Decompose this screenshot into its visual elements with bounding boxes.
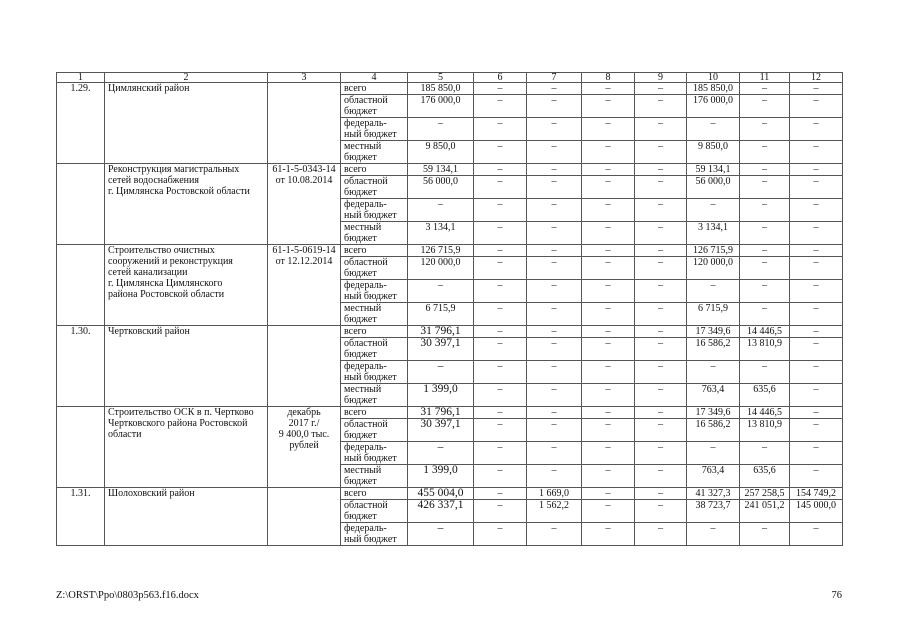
amount-cell: – — [527, 303, 582, 326]
object-code: 61-1-5-0343-14 от 10.08.2014 — [268, 164, 341, 245]
funding-source: всего — [341, 245, 408, 257]
amount-cell: – — [582, 361, 635, 384]
amount-cell: – — [582, 176, 635, 199]
amount-cell: – — [790, 326, 843, 338]
amount-cell: 3 134,1 — [408, 222, 474, 245]
amount-cell: 126 715,9 — [687, 245, 740, 257]
amount-cell: – — [527, 407, 582, 419]
amount-cell: 1 399,0 — [408, 384, 474, 407]
amount-cell: – — [790, 280, 843, 303]
amount-cell: 30 397,1 — [408, 419, 474, 442]
amount-cell: – — [740, 176, 790, 199]
amount-cell: – — [527, 245, 582, 257]
amount-cell: – — [635, 488, 687, 500]
amount-cell: 635,6 — [740, 465, 790, 488]
amount-cell: – — [790, 384, 843, 407]
amount-cell: 17 349,6 — [687, 326, 740, 338]
amount-cell: – — [474, 141, 527, 164]
funding-source: федераль- ный бюджет — [341, 523, 408, 546]
table-row — [57, 407, 843, 419]
item-number: 1.31. — [57, 488, 105, 546]
amount-cell: 31 796,1 — [408, 407, 474, 419]
amount-cell: – — [527, 442, 582, 465]
funding-source: местный бюджет — [341, 222, 408, 245]
amount-cell: 9 850,0 — [687, 141, 740, 164]
funding-source: местный бюджет — [341, 384, 408, 407]
amount-cell: 16 586,2 — [687, 338, 740, 361]
amount-cell: 59 134,1 — [687, 164, 740, 176]
amount-cell: 185 850,0 — [687, 83, 740, 95]
amount-cell: – — [687, 280, 740, 303]
object-name: Шолоховский район — [105, 488, 268, 546]
object-code: декабрь 2017 г./ 9 400,0 тыс. рублей — [268, 407, 341, 488]
amount-cell: – — [474, 95, 527, 118]
amount-cell: – — [474, 118, 527, 141]
amount-cell: – — [790, 407, 843, 419]
amount-cell: – — [474, 245, 527, 257]
amount-cell: – — [474, 523, 527, 546]
amount-cell: – — [408, 280, 474, 303]
amount-cell: – — [740, 442, 790, 465]
amount-cell: – — [740, 83, 790, 95]
amount-cell: 17 349,6 — [687, 407, 740, 419]
amount-cell: – — [790, 95, 843, 118]
amount-cell: – — [740, 141, 790, 164]
funding-source: областной бюджет — [341, 338, 408, 361]
amount-cell: – — [474, 326, 527, 338]
amount-cell: – — [740, 257, 790, 280]
amount-cell: – — [527, 257, 582, 280]
amount-cell: – — [527, 118, 582, 141]
amount-cell: 6 715,9 — [687, 303, 740, 326]
column-number-header: 4 — [341, 73, 408, 83]
amount-cell: 30 397,1 — [408, 338, 474, 361]
budget-table — [56, 72, 843, 546]
funding-source: федераль- ный бюджет — [341, 199, 408, 222]
amount-cell: – — [582, 257, 635, 280]
amount-cell: 3 134,1 — [687, 222, 740, 245]
amount-cell: – — [790, 338, 843, 361]
amount-cell: – — [527, 199, 582, 222]
funding-source: федераль- ный бюджет — [341, 280, 408, 303]
amount-cell: – — [635, 257, 687, 280]
amount-cell: – — [527, 95, 582, 118]
amount-cell: 154 749,2 — [790, 488, 843, 500]
amount-cell: – — [635, 164, 687, 176]
amount-cell: – — [582, 488, 635, 500]
amount-cell: – — [474, 384, 527, 407]
amount-cell: 241 051,2 — [740, 500, 790, 523]
amount-cell: – — [790, 245, 843, 257]
column-number-header: 6 — [474, 73, 527, 83]
amount-cell: – — [790, 361, 843, 384]
amount-cell: – — [582, 465, 635, 488]
amount-cell: 6 715,9 — [408, 303, 474, 326]
amount-cell: – — [474, 465, 527, 488]
amount-cell: 176 000,0 — [687, 95, 740, 118]
amount-cell: – — [527, 176, 582, 199]
amount-cell: – — [790, 141, 843, 164]
amount-cell: – — [790, 199, 843, 222]
column-number-header: 11 — [740, 73, 790, 83]
funding-source: всего — [341, 326, 408, 338]
amount-cell: – — [582, 245, 635, 257]
item-number: 1.30. — [57, 326, 105, 407]
amount-cell: 16 586,2 — [687, 419, 740, 442]
header-row — [57, 73, 843, 83]
amount-cell: – — [790, 465, 843, 488]
amount-cell: – — [635, 141, 687, 164]
amount-cell: – — [474, 338, 527, 361]
amount-cell: – — [790, 442, 843, 465]
amount-cell: – — [635, 199, 687, 222]
amount-cell: 14 446,5 — [740, 326, 790, 338]
amount-cell: – — [790, 164, 843, 176]
amount-cell: – — [687, 442, 740, 465]
amount-cell: – — [527, 164, 582, 176]
object-name: Строительство ОСК в п. Чертково Чертковского района Ростовской области — [105, 407, 268, 488]
amount-cell: – — [790, 222, 843, 245]
amount-cell: – — [790, 303, 843, 326]
object-name: Цимлянский район — [105, 83, 268, 164]
amount-cell: – — [790, 419, 843, 442]
amount-cell: – — [474, 257, 527, 280]
funding-source: всего — [341, 83, 408, 95]
amount-cell: – — [790, 118, 843, 141]
amount-cell: – — [740, 164, 790, 176]
amount-cell: – — [635, 303, 687, 326]
amount-cell: – — [635, 280, 687, 303]
amount-cell: – — [474, 199, 527, 222]
object-code — [268, 326, 341, 407]
amount-cell: – — [635, 523, 687, 546]
amount-cell: – — [408, 442, 474, 465]
file-path-footer: Z:\ORST\Ppo\0803p563.f16.docx — [56, 590, 199, 601]
item-number — [57, 164, 105, 245]
column-number-header: 12 — [790, 73, 843, 83]
amount-cell: – — [582, 83, 635, 95]
amount-cell: – — [474, 164, 527, 176]
amount-cell: – — [635, 407, 687, 419]
amount-cell: 763,4 — [687, 465, 740, 488]
table-row — [57, 164, 843, 176]
amount-cell: – — [740, 523, 790, 546]
amount-cell: – — [635, 338, 687, 361]
amount-cell: – — [527, 465, 582, 488]
amount-cell: – — [582, 442, 635, 465]
amount-cell: – — [740, 245, 790, 257]
amount-cell: – — [635, 361, 687, 384]
amount-cell: – — [408, 199, 474, 222]
table-row — [57, 326, 843, 338]
amount-cell: 763,4 — [687, 384, 740, 407]
amount-cell: – — [582, 338, 635, 361]
column-number-header: 2 — [105, 73, 268, 83]
object-code — [268, 488, 341, 546]
amount-cell: – — [474, 442, 527, 465]
amount-cell: – — [408, 118, 474, 141]
column-number-header: 5 — [408, 73, 474, 83]
amount-cell: – — [635, 419, 687, 442]
amount-cell: 56 000,0 — [687, 176, 740, 199]
amount-cell: 635,6 — [740, 384, 790, 407]
amount-cell: – — [527, 141, 582, 164]
amount-cell: – — [635, 176, 687, 199]
amount-cell: – — [474, 361, 527, 384]
amount-cell: – — [474, 303, 527, 326]
amount-cell: – — [582, 164, 635, 176]
amount-cell: – — [582, 419, 635, 442]
column-number-header: 1 — [57, 73, 105, 83]
amount-cell: 56 000,0 — [408, 176, 474, 199]
amount-cell: 126 715,9 — [408, 245, 474, 257]
amount-cell: – — [582, 523, 635, 546]
amount-cell: – — [635, 95, 687, 118]
amount-cell: – — [790, 523, 843, 546]
column-number-header: 10 — [687, 73, 740, 83]
amount-cell: – — [582, 118, 635, 141]
amount-cell: – — [527, 523, 582, 546]
funding-source: всего — [341, 164, 408, 176]
amount-cell: – — [687, 199, 740, 222]
amount-cell: – — [740, 303, 790, 326]
amount-cell: 185 850,0 — [408, 83, 474, 95]
funding-source: федераль- ный бюджет — [341, 361, 408, 384]
funding-source: местный бюджет — [341, 303, 408, 326]
amount-cell: 120 000,0 — [687, 257, 740, 280]
amount-cell: – — [582, 95, 635, 118]
amount-cell: 1 399,0 — [408, 465, 474, 488]
table-row — [57, 245, 843, 257]
amount-cell: – — [740, 222, 790, 245]
amount-cell: – — [790, 176, 843, 199]
funding-source: областной бюджет — [341, 95, 408, 118]
amount-cell: – — [635, 245, 687, 257]
amount-cell: – — [635, 83, 687, 95]
funding-source: федераль- ный бюджет — [341, 118, 408, 141]
funding-source: областной бюджет — [341, 500, 408, 523]
amount-cell: – — [474, 407, 527, 419]
amount-cell: – — [582, 303, 635, 326]
page-number: 76 — [831, 590, 842, 601]
amount-cell: – — [408, 523, 474, 546]
table-row — [57, 488, 843, 500]
amount-cell: – — [635, 500, 687, 523]
amount-cell: – — [582, 199, 635, 222]
table-body — [57, 73, 843, 546]
object-code — [268, 83, 341, 164]
table-row — [57, 83, 843, 95]
amount-cell: 257 258,5 — [740, 488, 790, 500]
amount-cell: – — [527, 280, 582, 303]
amount-cell: – — [474, 222, 527, 245]
amount-cell: – — [527, 326, 582, 338]
amount-cell: – — [740, 361, 790, 384]
amount-cell: – — [582, 500, 635, 523]
amount-cell: 455 004,0 — [408, 488, 474, 500]
funding-source: областной бюджет — [341, 419, 408, 442]
amount-cell: 1 669,0 — [527, 488, 582, 500]
amount-cell: 38 723,7 — [687, 500, 740, 523]
amount-cell: 59 134,1 — [408, 164, 474, 176]
column-number-header: 9 — [635, 73, 687, 83]
amount-cell: – — [474, 488, 527, 500]
amount-cell: – — [527, 419, 582, 442]
object-code: 61-1-5-0619-14 от 12.12.2014 — [268, 245, 341, 326]
amount-cell: – — [790, 83, 843, 95]
amount-cell: 13 810,9 — [740, 338, 790, 361]
amount-cell: – — [474, 280, 527, 303]
amount-cell: – — [635, 465, 687, 488]
amount-cell: 145 000,0 — [790, 500, 843, 523]
amount-cell: – — [635, 384, 687, 407]
amount-cell: – — [527, 361, 582, 384]
amount-cell: – — [687, 523, 740, 546]
amount-cell: – — [635, 222, 687, 245]
amount-cell: – — [582, 326, 635, 338]
column-number-header: 8 — [582, 73, 635, 83]
amount-cell: 31 796,1 — [408, 326, 474, 338]
amount-cell: 1 562,2 — [527, 500, 582, 523]
amount-cell: – — [740, 118, 790, 141]
amount-cell: – — [790, 257, 843, 280]
object-name: Строительство очистных сооружений и реконструкция сетей канализации г. Цимлянска Цимлянского района Ростовской области — [105, 245, 268, 326]
amount-cell: – — [527, 83, 582, 95]
amount-cell: – — [740, 95, 790, 118]
amount-cell: – — [582, 141, 635, 164]
column-number-header: 7 — [527, 73, 582, 83]
amount-cell: – — [474, 176, 527, 199]
amount-cell: 14 446,5 — [740, 407, 790, 419]
amount-cell: – — [687, 361, 740, 384]
amount-cell: 41 327,3 — [687, 488, 740, 500]
amount-cell: – — [582, 222, 635, 245]
amount-cell: – — [527, 338, 582, 361]
funding-source: федераль- ный бюджет — [341, 442, 408, 465]
amount-cell: – — [687, 118, 740, 141]
funding-source: областной бюджет — [341, 176, 408, 199]
amount-cell: – — [582, 384, 635, 407]
amount-cell: – — [582, 407, 635, 419]
funding-source: всего — [341, 407, 408, 419]
amount-cell: – — [474, 419, 527, 442]
funding-source: местный бюджет — [341, 465, 408, 488]
amount-cell: – — [635, 326, 687, 338]
amount-cell: – — [408, 361, 474, 384]
funding-source: местный бюджет — [341, 141, 408, 164]
amount-cell: – — [740, 280, 790, 303]
amount-cell: 120 000,0 — [408, 257, 474, 280]
amount-cell: – — [474, 500, 527, 523]
amount-cell: – — [582, 280, 635, 303]
column-number-header: 3 — [268, 73, 341, 83]
amount-cell: 13 810,9 — [740, 419, 790, 442]
object-name: Реконструкция магистральных сетей водоснабжения г. Цимлянска Ростовской области — [105, 164, 268, 245]
amount-cell: 176 000,0 — [408, 95, 474, 118]
amount-cell: – — [474, 83, 527, 95]
amount-cell: – — [635, 442, 687, 465]
item-number — [57, 407, 105, 488]
funding-source: всего — [341, 488, 408, 500]
object-name: Чертковский район — [105, 326, 268, 407]
item-number — [57, 245, 105, 326]
amount-cell: 426 337,1 — [408, 500, 474, 523]
amount-cell: – — [740, 199, 790, 222]
amount-cell: – — [527, 222, 582, 245]
item-number: 1.29. — [57, 83, 105, 164]
amount-cell: 9 850,0 — [408, 141, 474, 164]
amount-cell: – — [635, 118, 687, 141]
funding-source: областной бюджет — [341, 257, 408, 280]
amount-cell: – — [527, 384, 582, 407]
